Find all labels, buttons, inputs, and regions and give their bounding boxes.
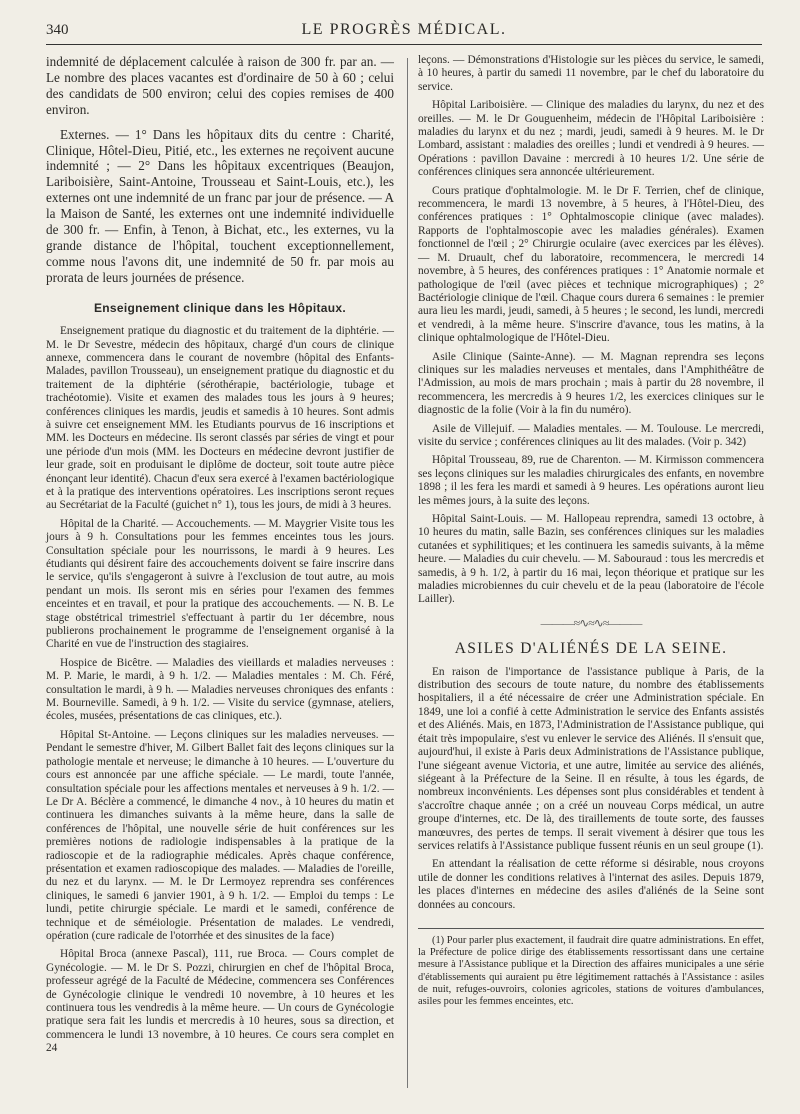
paragraph-asiles-concours: En attendant la réalisation de cette réforme si désirable, nous croyons utile de donner les conditions relatives à l'internat des asiles. Depuis 1879, les places d'internes en médecine des asiles d'aliénés de la Seine sont données au concours.	[418, 858, 764, 911]
paragraph-asiles-intro: En raison de l'importance de l'assistance publique à Paris, de la distribution des secours de toute nature, du nombre des établissements hospitaliers, il a été nécessaire de créer une Administration spéciale. En 1849, une loi a confié à cette Administration le service des Enfants assistés et des Aliénés. Mais, en 1873, l'Administration de l'Assistance publique, qui était très impopulaire, s'est vu enlever le service des Aliénés. Il s'ensuit que, aujourd'hui, il existe à Paris deux Administrations de l'Assistance publique, l'une siégeant avenue Victoria, et une autre, limitée au service des aliénés, siégeant à la Préfecture de la Seine. Il en résulte, à tous les égards, de nombreux inconvénients. Les dépenses sont plus considérables et tendent à s'accroître chaque année ; on a créé un nouveau Corps médical, un autre groupe d'internes, etc. De là, des tiraillements de toute sorte, des fausses manœuvres, des pertes de temps. Il serait vivement à désirer que tous les services relatifs à l'Assistance publique fussent réunis en un seul groupe (1).	[418, 665, 764, 852]
paragraph-charite: Hôpital de la Charité. — Accouchements. — M. Maygrier Visite tous les jours à 9 h. Consultations pour les femmes enceintes tous les jours. Consultation spéciale pour les nourrissons, le mardi à 9 heures. Les étudiants qui désirent faire des accouchements doivent se faire inscrire dans le service, qu'ils s'engageront à suivre à l'exclusion de tout autre, au mois pendant un mois. Ils seront mis en séries pour l'examen des femmes enceintes et en travail, et pour la pratique des accouchements. — N. B. Le stage obstétrical trimestriel s'effectuant à partir du 1er décembre, nous publierons prochainement le programme de l'enseignement organisé à la Charité en vue de l'instruction des stagiaires.	[46, 517, 394, 651]
paragraph-ophtalmologie: Cours pratique d'ophtalmologie. M. le Dr F. Terrien, chef de clinique, recommencera, le mardi 13 novembre, à 5 heures, à l'Hôtel-Dieu, des conférences pratiques : 1° Ophtalmoscopie clinique (avec malades). Rapports de l'ophtalmoscopie avec les maladies générales). Examen fonctionnel de l'œil ; 2° Chirurgie oculaire (avec exercices par les élèves). — M. Druault, chef du laboratoire, recommencera, le mercredi 14 novembre, à 5 heures, des conférences pratiques : 1° Anatomie normale et pathologique de l'œil (avec pièces et technique micrographiques) ; 2° Bactériologie clinique de l'œil. Chaque cours durera 6 semaines : le premier aura lieu les mardi, jeudi, samedi, à 5 heures ; le second, les lundi, mercredi et vendredi, à la même heure. S'inscrire d'avance, tous les matins, à la clinique ophtalmologique de l'Hôtel-Dieu.	[418, 184, 764, 345]
paragraph-bicetre: Hospice de Bicêtre. — Maladies des vieillards et maladies nerveuses : M. P. Marie, le mardi, à 9 h. 1/2. — Maladies mentales : M. Ch. Féré, consultation le mardi, à 9 h. — Maladies nerveuses chroniques des enfants : M. Bourneville. Samedi, à 9 h. 1/2. — Visite du service (gymnase, ateliers, écoles, musées, présentations de cas cliniques, etc.).	[46, 656, 394, 723]
paragraph-villejuif: Asile de Villejuif. — Maladies mentales. — M. Toulouse. Le mercredi, visite du service ; conférences cliniques au lit des malades. (Voir p. 342)	[418, 422, 764, 448]
paragraph-saint-antoine: Hôpital St-Antoine. — Leçons cliniques sur les maladies nerveuses. — Pendant le semestre d'hiver, M. Gilbert Ballet fait des leçons cliniques sur la pathologie mentale et nerveuse; le dimanche à 10 heures. — L'ouverture du cours est annoncée par une affiche spéciale. — Le mardi, toute l'année, consultation spéciale pour les affections mentales et nerveuses à 9 h. 1/2. — Le Dr A. Béclère a commencé, le dimanche 4 nov., à 10 heures du matin et continuera les dimanches suivants à la même heure, dans la salle de conférences de l'hôpital, une nouvelle série de huit conférences sur les premières notions de radiologie indispensables à la pratique de la radioscopie et de la radiographie médicales. Après chaque conférence, présentation et examen radioscopique des malades. — Maladies de l'oreille, du nez et du larynx. — M. le Dr Lermoyez reprendra ses conférences cliniques, le samedi 6 janvier 1901, à 9 h. 1/2. — Emploi du temps : Le lundi, petite chirurgie spéciale. Le mardi et le samedi, conférence de technique et de séméiologie. Présentation de malades. Le vendredi, opération (cure radicale de l'otorrhée et des sinusites de la face)	[46, 728, 394, 942]
paragraph-broca: Hôpital Broca (annexe Pascal), 111, rue Broca. — Cours complet de Gynécologie. — M. le Dr S. Pozzi, chirurgien en chef de l'hôpital Broca, professeur agrégé de la Faculté de Médecine, commencera ses Conférences de Gynécologie clinique le vendredi 10 novembre, à 10 heures et les continuera tous les vendredis à la même heure. — Un cours de Gynécologie pratique sera fait les lundis et mercredis à 10 heures, sous sa direction, et commencera le lundi 13 novembre, à 10 heures. Ce cours sera complet en 24	[46, 948, 394, 1055]
paragraph-lariboisiere: Hôpital Lariboisière. — Clinique des maladies du larynx, du nez et des oreilles. — M. le Dr Gouguenheim, médecin de l'Hôpital Lariboisière : maladies du larynx et du nez ; mardi, jeudi, samedi à 9 heures. M. le Dr Lombard, assistant : maladies des oreilles ; lundi et vendredi à 9 heures. — Opérations : pavillon Davaine : mercredi à 10 heures 1/2. Une série de conférences cliniques sera annoncée ultérieurement.	[418, 99, 764, 179]
paragraph-sainte-anne: Asile Clinique (Sainte-Anne). — M. Magnan reprendra ses leçons cliniques sur les maladies nerveuses et mentales, dans l'Amphithéâtre de l'Admission, au mois de mars prochain ; mais à partir du 28 novembre, il recommencera, les mercredis à 9 heures 1/2, les exercices cliniques sur le diagnostic de la folie (Voir à la fin du numéro).	[418, 350, 764, 417]
paragraph-broca-continued: leçons. — Démonstrations d'Histologie sur les pièces du service, le samedi, à 10 heures, à partir du samedi 11 novembre, par le chef du laboratoire du service.	[418, 54, 764, 93]
section-heading: Enseignement clinique dans les Hôpitaux.	[93, 300, 347, 315]
paragraph-diphterie: Enseignement pratique du diagnostic et du traitement de la diphtérie. — M. le Dr Sevestre, médecin des hôpitaux, chargé d'un cours de clinique annexe, commencera dans le courant de novembre (hôpital des Enfants-Malades, pavillon Trousseau), un enseignement pratique du diagnostic et du traitement de la diphtérie (sérothérapie, bactériologie, tubage et trachéotomie). Visite et examen des malades tous les jours à 9 heures; conférences cliniques les mardis, jeudis et samedis à 10 heures. Sont admis à suivre cet enseignement MM. les Etudiants pourvus de 16 inscriptions et MM. les Docteurs en médecine. Ils seront classés par séries de vingt et pour une période d'un mois (MM. les Docteurs en médecine devront justifier de leur grade, soit en produisant le diplôme de docteur, soit toute autre pièce énonçant leur identité). Chacun d'eux sera exercé à l'examen bactériologique et à la pratique des interventions opératoires. Les inscriptions seront reçues au Secrétariat de la Faculté (guichet n° 1), tous les jours, de midi à 3 heures.	[46, 325, 394, 512]
footnote: (1) Pour parler plus exactement, il faudrait dire quatre administrations. En effet, la Préfecture de police dirige des établissements ressortissant dans une certaine mesure à l'Assistance publique et la Direction des affaires municipales a une série d'établissements qui auraient pu être légitimement rattachés à l'Assistance : asiles de nuit, refuges-ouvroirs, colonies agricoles, stations de voitures d'ambulances, asiles pour les femmes enceintes, etc.	[418, 934, 764, 1007]
paragraph-internat-indemnity: indemnité de déplacement calculée à raison de 300 fr. par an. — Le nombre des places vacantes est d'ordinaire de 50 à 60 ; celui des candidats de 500 environ; celui des copies remises de 400 environ.	[46, 54, 394, 117]
paragraph-saint-louis: Hôpital Saint-Louis. — M. Hallopeau reprendra, samedi 13 octobre, à 10 heures du matin, salle Bazin, ses conférences cliniques sur les maladies cutanées et syphilitiques; et les continuera les samedis suivants, à la même heure. — Maladies du cuir chevelu. — M. Sabouraud : tous les mercredis et samedis, à 9 h. 1/2, à partir du 16 mai, leçon théorique et pratique sur les maladies microbiennes du cuir chevelu et de la peau (laboratoire de l'école Lailler).	[418, 513, 764, 606]
page-header	[46, 18, 762, 45]
paragraph-trousseau: Hôpital Trousseau, 89, rue de Charenton. — M. Kirmisson commencera ses leçons cliniques sur les maladies chirurgicales des enfants, en novembre 1898 ; il les fera les mardi et samedi à 9 heures. Les opérations auront lieu les mêmes jours, à la suite des leçons.	[418, 454, 764, 507]
section-title-asiles: ASILES D'ALIÉNÉS DE LA SEINE.	[454, 640, 728, 658]
ornament-divider: ———≈∿≈∿≈———	[540, 615, 642, 630]
footnote-rule	[418, 928, 764, 929]
paragraph-externes: Externes. — 1° Dans les hôpitaux dits du centre : Charité, Clinique, Hôtel-Dieu, Pitié, etc., les externes ne reçoivent aucune indemnité ; — 2° Dans les hôpitaux excentriques (Beaujon, Lariboisière, Saint-Antoine, Trousseau et Saint-Louis, etc.), les externes ont une indemnité de un franc par jour de présence. — A la Maison de Santé, les externes ont une indemnité individuelle de 300 fr. — Enfin, à Tenon, à Bichat, etc., les externes, vu la grande distance de l'hôpital, touchent exceptionnellement, comme nous l'avons dit, une indemnité de 50 fr. par mois au prorata de leurs journées de présence.	[46, 126, 394, 285]
column-divider	[407, 58, 408, 1088]
running-title: LE PROGRÈS MÉDICAL.	[301, 21, 507, 38]
left-column	[46, 54, 394, 1061]
page-number: 340	[46, 22, 69, 38]
right-column	[418, 54, 764, 1013]
